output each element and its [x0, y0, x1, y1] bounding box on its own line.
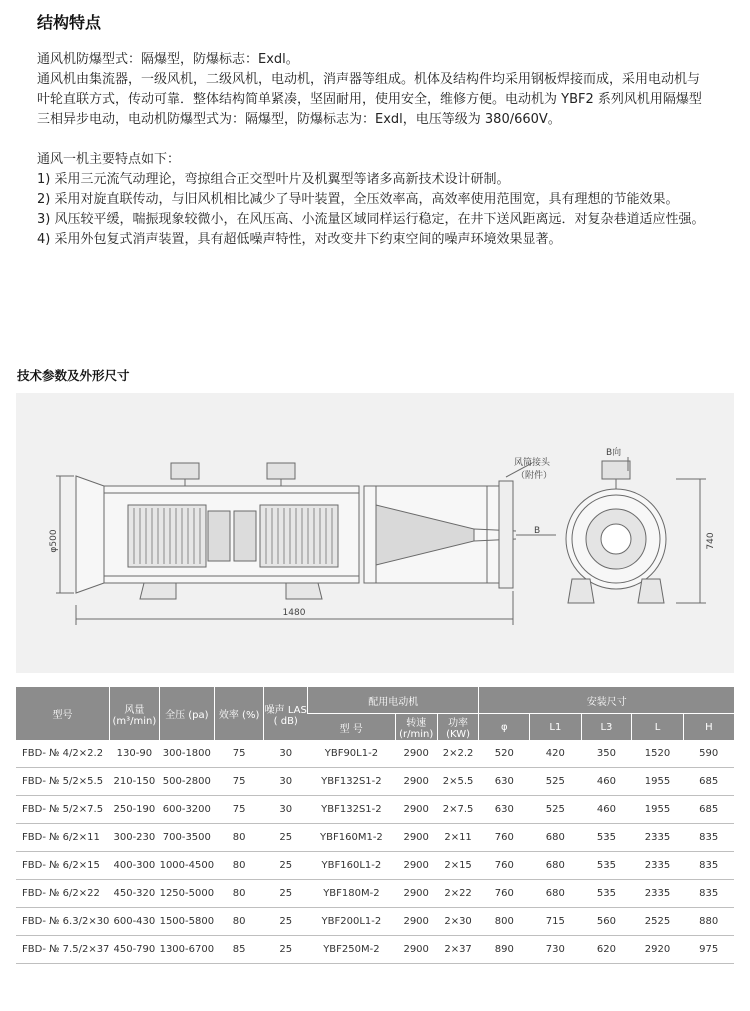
- l3-cell: 535: [581, 852, 632, 880]
- motor-model-cell: YBF160M1-2: [308, 824, 396, 852]
- fan-outline-drawing: [16, 393, 734, 673]
- l1-cell: 730: [530, 936, 582, 964]
- phi-cell: 630: [479, 796, 530, 824]
- header-l1: L1: [530, 714, 582, 741]
- header-l3: L3: [581, 714, 632, 741]
- model-cell: FBD- № 6.3/2×30: [16, 908, 109, 936]
- speed-cell: 2900: [395, 796, 437, 824]
- header-phi: φ: [479, 714, 530, 741]
- table-row: [16, 796, 734, 824]
- l3-cell: 620: [581, 936, 632, 964]
- feature-item: 1) 采用三元流气动理论，弯掠组合正交型叶片及机翼型等诸多高新技术设计研制。: [37, 172, 510, 187]
- l3-cell: 560: [581, 908, 632, 936]
- flow-cell: 600-430: [109, 908, 159, 936]
- l1-cell: 680: [530, 880, 582, 908]
- phi-cell: 760: [479, 852, 530, 880]
- h-cell: 975: [683, 936, 734, 964]
- table-row: [16, 768, 734, 796]
- l3-cell: 460: [581, 768, 632, 796]
- phi-cell: 760: [479, 880, 530, 908]
- l-cell: 2335: [632, 852, 684, 880]
- flow-cell: 250-190: [109, 796, 159, 824]
- h-cell: 835: [683, 852, 734, 880]
- efficiency-cell: 80: [214, 852, 264, 880]
- efficiency-cell: 80: [214, 908, 264, 936]
- table-row: [16, 908, 734, 936]
- l-cell: 1955: [632, 768, 684, 796]
- model-cell: FBD- № 5/2×7.5: [16, 796, 109, 824]
- model-cell: FBD- № 6/2×11: [16, 824, 109, 852]
- dim-diameter-label: φ500: [49, 529, 59, 553]
- efficiency-cell: 75: [214, 768, 264, 796]
- spec-table: [16, 687, 734, 964]
- speed-cell: 2900: [395, 880, 437, 908]
- noise-cell: 25: [264, 908, 308, 936]
- l1-cell: 680: [530, 824, 582, 852]
- phi-cell: 890: [479, 936, 530, 964]
- h-cell: 835: [683, 824, 734, 852]
- header-power: 功率 (KW): [437, 714, 479, 741]
- header-efficiency: 效率 (%): [214, 687, 264, 740]
- flow-cell: 400-300: [109, 852, 159, 880]
- section-heading-structure: 结构特点: [37, 13, 102, 32]
- h-cell: 590: [683, 740, 734, 768]
- header-motor-group: 配用电动机: [308, 687, 479, 714]
- drawing-svg: [16, 393, 734, 673]
- section-b-label: B: [534, 526, 541, 536]
- power-cell: 2×37: [437, 936, 479, 964]
- dim-length-label: 1480: [282, 608, 306, 618]
- speed-cell: 2900: [395, 768, 437, 796]
- flow-cell: 130-90: [109, 740, 159, 768]
- flow-cell: 450-320: [109, 880, 159, 908]
- pressure-cell: 1000-4500: [159, 852, 214, 880]
- motor-model-cell: YBF200L1-2: [308, 908, 396, 936]
- noise-cell: 25: [264, 852, 308, 880]
- power-cell: 2×15: [437, 852, 479, 880]
- header-l: L: [632, 714, 684, 741]
- impeller-1: [208, 511, 230, 561]
- power-cell: 2×22: [437, 880, 479, 908]
- impeller-2: [234, 511, 256, 561]
- motor-model-cell: YBF90L1-2: [308, 740, 396, 768]
- motor-model-cell: YBF250M-2: [308, 936, 396, 964]
- power-cell: 2×30: [437, 908, 479, 936]
- speed-cell: 2900: [395, 740, 437, 768]
- support-foot-2: [286, 583, 322, 599]
- power-cell: 2×2.2: [437, 740, 479, 768]
- efficiency-cell: 75: [214, 796, 264, 824]
- junction-box-2: [267, 463, 295, 479]
- l3-cell: 535: [581, 880, 632, 908]
- noise-cell: 30: [264, 740, 308, 768]
- motor-model-cell: YBF180M-2: [308, 880, 396, 908]
- l1-cell: 420: [530, 740, 582, 768]
- model-cell: FBD- № 7.5/2×37: [16, 936, 109, 964]
- pressure-cell: 300-1800: [159, 740, 214, 768]
- header-h: H: [683, 714, 734, 741]
- connector-label: 风筒接头: [514, 458, 551, 468]
- header-noise: 噪声 LAS ( dB): [264, 687, 308, 740]
- flow-cell: 300-230: [109, 824, 159, 852]
- l3-cell: 535: [581, 824, 632, 852]
- l1-cell: 680: [530, 852, 582, 880]
- end-view-foot-1: [568, 579, 594, 603]
- noise-cell: 25: [264, 824, 308, 852]
- phi-cell: 760: [479, 824, 530, 852]
- structure-paragraph: 通风机由集流器，一级风机，二级风机，电动机，消声器等组成。机体及结构件均采用钢板焊接而成，采用电动机与叶轮直联方式，传动可靠．整体结构简单紧凑，坚固耐用，使用安全，维修方便。电动机为 YBF2 系列风机用隔爆型三相异步电动，电动机防爆型式为：隔爆型，防爆标志为：Exdl，电压等级为 380/660V。: [37, 72, 702, 127]
- power-cell: 2×7.5: [437, 796, 479, 824]
- table-row: [16, 880, 734, 908]
- model-cell: FBD- № 4/2×2.2: [16, 740, 109, 768]
- efficiency-cell: 85: [214, 936, 264, 964]
- feature-item: 2) 采用对旋直联传动，与旧风机相比减少了导叶装置，全压效率高，高效率使用范围宽，具有理想的节能效果。: [37, 192, 679, 207]
- phi-cell: 520: [479, 740, 530, 768]
- model-cell: FBD- № 6/2×22: [16, 880, 109, 908]
- accessory-label: （附件）: [516, 471, 553, 481]
- phi-cell: 800: [479, 908, 530, 936]
- speed-cell: 2900: [395, 908, 437, 936]
- pressure-cell: 1300-6700: [159, 936, 214, 964]
- flow-cell: 450-790: [109, 936, 159, 964]
- h-cell: 685: [683, 768, 734, 796]
- dim-height-label: 740: [706, 532, 716, 550]
- header-speed: 转速 (r/min): [395, 714, 437, 741]
- noise-cell: 30: [264, 768, 308, 796]
- l3-cell: 350: [581, 740, 632, 768]
- spec-table-body: [16, 740, 734, 964]
- l-cell: 2920: [632, 936, 684, 964]
- intro-text: [37, 50, 705, 250]
- junction-box-1: [171, 463, 199, 479]
- l-cell: 2525: [632, 908, 684, 936]
- outlet-connector: [499, 481, 513, 588]
- pressure-cell: 1250-5000: [159, 880, 214, 908]
- l-cell: 1520: [632, 740, 684, 768]
- header-motor-model: 型 号: [308, 714, 396, 741]
- power-cell: 2×5.5: [437, 768, 479, 796]
- noise-cell: 30: [264, 796, 308, 824]
- h-cell: 685: [683, 796, 734, 824]
- l1-cell: 715: [530, 908, 582, 936]
- flow-cell: 210-150: [109, 768, 159, 796]
- header-pressure: 全压 (pa): [159, 687, 214, 740]
- table-row: [16, 852, 734, 880]
- motor-model-cell: YBF132S1-2: [308, 768, 396, 796]
- l3-cell: 460: [581, 796, 632, 824]
- noise-cell: 25: [264, 936, 308, 964]
- l-cell: 1955: [632, 796, 684, 824]
- pressure-cell: 600-3200: [159, 796, 214, 824]
- speed-cell: 2900: [395, 824, 437, 852]
- speed-cell: 2900: [395, 852, 437, 880]
- efficiency-cell: 80: [214, 880, 264, 908]
- pressure-cell: 500-2800: [159, 768, 214, 796]
- efficiency-cell: 80: [214, 824, 264, 852]
- noise-cell: 25: [264, 880, 308, 908]
- l1-cell: 525: [530, 768, 582, 796]
- header-model: 型号: [16, 687, 109, 740]
- section-heading-specs: 技术参数及外形尺寸: [17, 368, 130, 383]
- speed-cell: 2900: [395, 936, 437, 964]
- l-cell: 2335: [632, 880, 684, 908]
- end-view-junction-box: [602, 461, 630, 479]
- inlet-collector: [76, 476, 104, 593]
- table-row: [16, 824, 734, 852]
- features-title: 通风一机主要特点如下：: [37, 152, 181, 167]
- model-cell: FBD- № 6/2×15: [16, 852, 109, 880]
- motor-model-cell: YBF160L1-2: [308, 852, 396, 880]
- support-foot-1: [140, 583, 176, 599]
- header-flow: 风量 (m³/min): [109, 687, 159, 740]
- h-cell: 880: [683, 908, 734, 936]
- pressure-cell: 700-3500: [159, 824, 214, 852]
- motor-model-cell: YBF132S1-2: [308, 796, 396, 824]
- pressure-cell: 1500-5800: [159, 908, 214, 936]
- explosion-proof-line: 通风机防爆型式：隔爆型，防爆标志：Exdl。: [37, 52, 299, 67]
- h-cell: 835: [683, 880, 734, 908]
- phi-cell: 630: [479, 768, 530, 796]
- power-cell: 2×11: [437, 824, 479, 852]
- model-cell: FBD- № 5/2×5.5: [16, 768, 109, 796]
- b-view-label: B向: [606, 448, 622, 458]
- feature-item: 3) 风压较平缓，喘振现象较微小，在风压高、小流量区域同样运行稳定，在井下送风距离远．对复杂巷道适应性强。: [37, 212, 705, 227]
- table-row: [16, 936, 734, 964]
- l-cell: 2335: [632, 824, 684, 852]
- end-view-foot-2: [638, 579, 664, 603]
- efficiency-cell: 75: [214, 740, 264, 768]
- feature-item: 4) 采用外包复式消声装置，具有超低噪声特性，对改变井下约束空间的噪声环境效果显著。: [37, 232, 562, 247]
- table-row: [16, 740, 734, 768]
- header-install-group: 安装尺寸: [479, 687, 734, 714]
- l1-cell: 525: [530, 796, 582, 824]
